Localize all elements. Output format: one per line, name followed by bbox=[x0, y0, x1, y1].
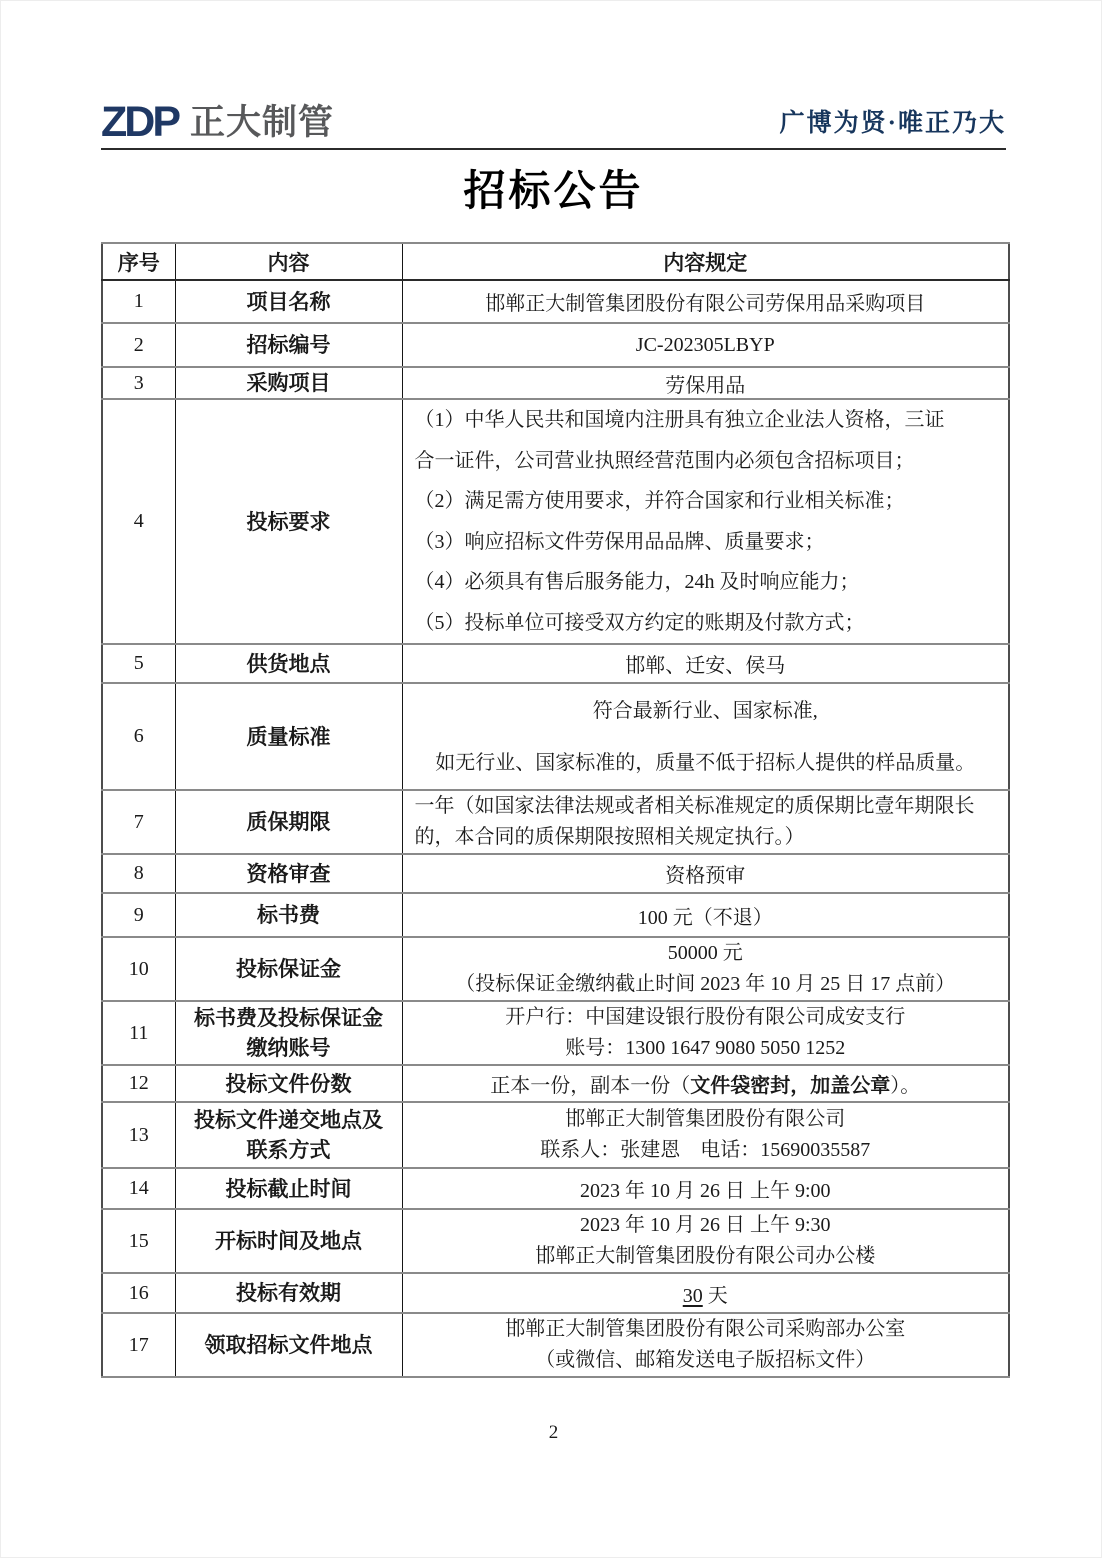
row-content: 一年（如国家法律法规或者相关标准规定的质保期比壹年期限长的，本合同的质保期限按照相关规定执行。） bbox=[402, 790, 1009, 854]
row-number: 1 bbox=[102, 280, 175, 323]
content-line: 符合最新行业、国家标准, bbox=[592, 699, 818, 722]
content-text: 天 bbox=[702, 1284, 728, 1307]
row-number: 2 bbox=[102, 323, 175, 367]
content-line: 账号：1300 1647 9080 5050 1252 bbox=[565, 1037, 846, 1059]
row-number: 13 bbox=[102, 1102, 175, 1168]
content-line: 2023 年 10 月 26 日 上午 9:30 bbox=[579, 1214, 831, 1236]
table-row bbox=[102, 280, 1009, 323]
col-header-item: 内容 bbox=[175, 243, 402, 280]
row-content bbox=[402, 1313, 1009, 1377]
table-header-row bbox=[102, 243, 1009, 280]
zdp-logo-mark: ZDP bbox=[101, 98, 178, 146]
row-label: 质量标准 bbox=[175, 683, 402, 790]
content-line: 邯郸正大制管集团股份有限公司 bbox=[565, 1108, 846, 1130]
table-row bbox=[102, 893, 1009, 937]
row-number: 11 bbox=[102, 1001, 175, 1065]
row-content: 邯郸正大制管集团股份有限公司劳保用品采购项目 bbox=[402, 280, 1009, 323]
table-row bbox=[102, 644, 1009, 683]
row-number: 12 bbox=[102, 1065, 175, 1102]
row-number: 14 bbox=[102, 1168, 175, 1209]
content-line: （投标保证金缴纳截止时间 2023 年 10 月 25 日 17 点前） bbox=[455, 973, 956, 995]
row-content bbox=[402, 1065, 1009, 1102]
table-row bbox=[102, 1102, 1009, 1168]
requirement-line: （4）必须具有售后服务能力，24h 及时响应能力； bbox=[414, 571, 860, 593]
tender-announcement-table bbox=[101, 242, 1010, 1378]
content-line: 联系人：张建恩 电话：15690035587 bbox=[540, 1139, 871, 1161]
col-header-spec: 内容规定 bbox=[402, 243, 1009, 280]
row-content bbox=[402, 1102, 1009, 1168]
row-number: 9 bbox=[102, 893, 175, 937]
row-content bbox=[402, 1209, 1009, 1273]
requirement-line: （3）响应招标文件劳保用品品牌、质量要求； bbox=[414, 530, 825, 553]
row-number: 10 bbox=[102, 937, 175, 1001]
table-row bbox=[102, 937, 1009, 1001]
row-content: 100 元（不退） bbox=[402, 893, 1009, 937]
company-logo bbox=[101, 98, 335, 146]
row-label: 投标文件份数 bbox=[175, 1065, 402, 1102]
row-label: 投标截止时间 bbox=[175, 1168, 402, 1209]
content-text: 正本一份，副本一份（ bbox=[490, 1075, 691, 1097]
content-line: 如无行业、国家标准的，质量不低于招标人提供的样品质量。 bbox=[435, 751, 976, 774]
underlined-value: 30 bbox=[682, 1284, 703, 1307]
row-content: 劳保用品 bbox=[402, 367, 1009, 399]
table-row bbox=[102, 1168, 1009, 1209]
content-line: 开户行：中国建设银行股份有限公司成安支行 bbox=[505, 1006, 906, 1028]
row-label: 投标保证金 bbox=[175, 937, 402, 1001]
requirement-line: （1）中华人民共和国境内注册具有独立企业法人资格，三证 bbox=[414, 409, 945, 431]
row-content: JC-202305LBYP bbox=[402, 323, 1009, 367]
header-divider bbox=[101, 148, 1006, 150]
row-label: 资格审查 bbox=[175, 854, 402, 893]
table-row bbox=[102, 1273, 1009, 1313]
page-title: 招标公告 bbox=[463, 167, 644, 214]
row-content bbox=[402, 1001, 1009, 1065]
table-row bbox=[102, 1065, 1009, 1102]
row-number: 16 bbox=[102, 1273, 175, 1313]
row-label: 领取招标文件地点 bbox=[175, 1313, 402, 1377]
table-row bbox=[102, 399, 1009, 644]
requirement-line: （2）满足需方使用要求，并符合国家和行业相关标准； bbox=[414, 490, 905, 512]
table-row bbox=[102, 683, 1009, 790]
table-row bbox=[102, 854, 1009, 893]
row-content bbox=[402, 1273, 1009, 1313]
content-text-bold: 文件袋密封，加盖公章 bbox=[690, 1075, 891, 1097]
company-slogan: 广博为贤·唯正乃大 bbox=[779, 110, 1006, 137]
row-label: 招标编号 bbox=[175, 323, 402, 367]
document-header bbox=[101, 89, 1006, 146]
row-label: 投标有效期 bbox=[175, 1273, 402, 1313]
content-line: 邯郸正大制管集团股份有限公司办公楼 bbox=[535, 1245, 876, 1267]
company-name: 正大制管 bbox=[190, 103, 335, 142]
content-line: （或微信、邮箱发送电子版招标文件） bbox=[535, 1349, 876, 1371]
row-number: 8 bbox=[102, 854, 175, 893]
row-number: 7 bbox=[102, 790, 175, 854]
table-row bbox=[102, 367, 1009, 399]
row-number: 15 bbox=[102, 1209, 175, 1273]
table-row bbox=[102, 1209, 1009, 1273]
row-content bbox=[402, 683, 1009, 790]
row-content: 2023 年 10 月 26 日 上午 9:00 bbox=[402, 1168, 1009, 1209]
table-row bbox=[102, 790, 1009, 854]
row-content bbox=[402, 937, 1009, 1001]
row-label: 项目名称 bbox=[175, 280, 402, 323]
row-label: 投标要求 bbox=[175, 399, 402, 644]
row-number: 6 bbox=[102, 683, 175, 790]
row-label: 开标时间及地点 bbox=[175, 1209, 402, 1273]
content-line: 邯郸正大制管集团股份有限公司采购部办公室 bbox=[505, 1318, 906, 1340]
row-number: 3 bbox=[102, 367, 175, 399]
table-row bbox=[102, 1313, 1009, 1377]
row-content: 邯郸、迁安、侯马 bbox=[402, 644, 1009, 683]
requirement-line: 合一证件，公司营业执照经营范围内必须包含招标项目； bbox=[414, 449, 915, 472]
row-label: 标书费 bbox=[175, 893, 402, 937]
requirement-line: （5）投标单位可接受双方约定的账期及付款方式； bbox=[414, 611, 865, 634]
page-number: 2 bbox=[548, 1422, 559, 1443]
table-row bbox=[102, 1001, 1009, 1065]
content-text: ）。 bbox=[890, 1075, 921, 1097]
row-content bbox=[402, 399, 1009, 644]
row-number: 4 bbox=[102, 399, 175, 644]
col-header-index: 序号 bbox=[102, 243, 175, 280]
row-number: 17 bbox=[102, 1313, 175, 1377]
table-row bbox=[102, 323, 1009, 367]
row-label: 质保期限 bbox=[175, 790, 402, 854]
row-label: 投标文件递交地点及联系方式 bbox=[175, 1102, 402, 1168]
content-line: 50000 元 bbox=[667, 942, 743, 964]
row-label: 采购项目 bbox=[175, 367, 402, 399]
row-content: 资格预审 bbox=[402, 854, 1009, 893]
row-label: 标书费及投标保证金缴纳账号 bbox=[175, 1001, 402, 1065]
row-number: 5 bbox=[102, 644, 175, 683]
row-label: 供货地点 bbox=[175, 644, 402, 683]
